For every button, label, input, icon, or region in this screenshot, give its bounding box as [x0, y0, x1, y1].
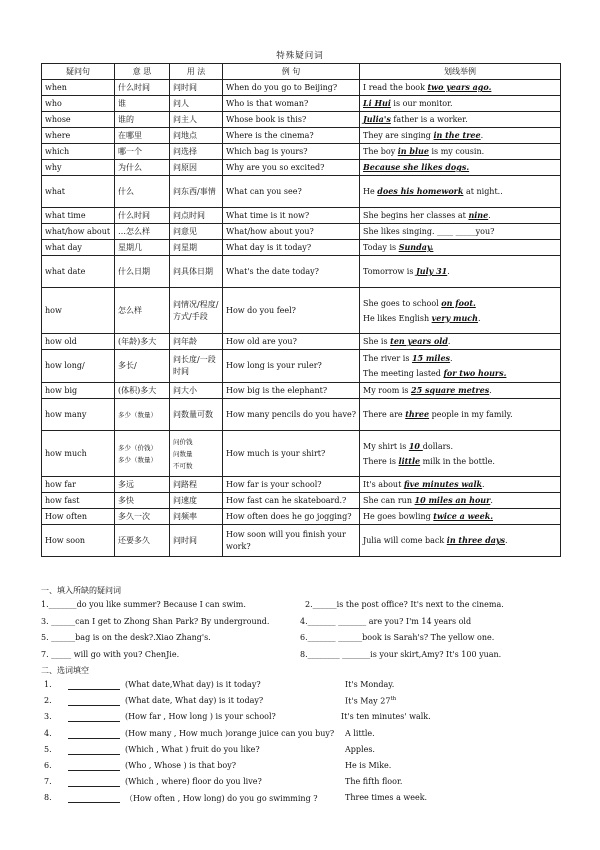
underline-example-cell — [360, 399, 561, 431]
answer-text: A little. — [345, 728, 375, 738]
header-cell: 用 法 — [170, 64, 223, 80]
answer-blank[interactable] — [68, 681, 120, 690]
sentence-text: He — [363, 187, 378, 196]
underlined-answer: little — [398, 455, 421, 466]
word-cell: how fast — [42, 493, 115, 509]
word-cell: how long/ — [42, 350, 115, 383]
sentence-text: The river is — [363, 354, 412, 363]
table-row — [42, 80, 561, 96]
underline-example-cell — [360, 160, 561, 176]
table-row — [42, 256, 561, 288]
answer-sentence — [345, 793, 427, 802]
choice-sentence: (How far , How long ) is your school? — [125, 712, 276, 722]
word-cell: which — [42, 144, 115, 160]
meaning-cell: 谁的 — [115, 112, 170, 128]
meaning-line: 多少（价钱） — [118, 443, 157, 452]
example-cell: What day is it today? — [223, 240, 360, 256]
meaning-cell: 多少（数量） — [115, 399, 170, 431]
example-cell: How fast can he skateboard.? — [223, 493, 360, 509]
fill-in-question: 6._______ ______book is Sarah's? The yellow one. — [300, 633, 495, 642]
underline-example-cell — [360, 256, 561, 288]
meaning-cell: 哪一个 — [115, 144, 170, 160]
usage-cell: 问路程 — [170, 477, 223, 493]
underline-example-cell — [360, 431, 561, 477]
word-cell: how much — [42, 431, 115, 477]
choice-sentence: （How often , How long) do you go swimming ? — [125, 794, 318, 804]
meaning-cell: 为什么 — [115, 160, 170, 176]
usage-cell: 问选择 — [170, 144, 223, 160]
underlined-answer: two years ago. — [427, 82, 492, 92]
page-title: 特殊疑问词 — [276, 51, 324, 61]
underline-example-cell — [360, 96, 561, 112]
meaning-cell: 星期几 — [115, 240, 170, 256]
word-cell: who — [42, 96, 115, 112]
usage-cell: 问时间 — [170, 80, 223, 96]
underlined-answer: does his homework — [377, 186, 464, 196]
meaning-cell: 什么日期 — [115, 256, 170, 288]
table-row — [42, 96, 561, 112]
table-row — [42, 160, 561, 176]
sentence-text: is our monitor. — [390, 99, 453, 108]
answer-blank[interactable] — [68, 697, 120, 706]
underlined-answer: 10 — [408, 440, 423, 451]
answer-sentence — [345, 696, 396, 706]
usage-cell: 问点时间 — [170, 208, 223, 224]
sentence-text: She goes to school — [363, 298, 442, 308]
sentence-text: . — [488, 211, 491, 220]
usage-cell — [170, 431, 223, 477]
answer-blank[interactable] — [68, 778, 120, 787]
table-row — [42, 383, 561, 399]
example-cell: How long is your ruler? — [223, 350, 360, 383]
table-row — [42, 509, 561, 525]
question-number: 1. — [44, 680, 52, 689]
sentence-text: There is — [363, 456, 399, 466]
table-row — [42, 240, 561, 256]
underline-line — [363, 408, 557, 421]
table-row — [42, 176, 561, 208]
usage-cell: 问时间 — [170, 525, 223, 557]
choice-sentence: (Which , where) floor do you live? — [125, 777, 262, 787]
sentence-text: dollars. — [422, 441, 454, 451]
sentence-text: . — [489, 386, 492, 395]
sentence-text: I read the book — [363, 83, 428, 92]
underline-line — [363, 366, 557, 381]
answer-sentence — [345, 745, 375, 754]
underline-example-cell — [360, 224, 561, 240]
sentence-text: She begins her classes at — [363, 211, 469, 220]
sentence-text: . — [480, 131, 484, 140]
meaning-cell: 多快 — [115, 493, 170, 509]
table-row — [42, 399, 561, 431]
usage-cell: 问东西/事情 — [170, 176, 223, 208]
example-cell: What can you see? — [223, 176, 360, 208]
usage-line: 问价钱 — [173, 437, 193, 446]
sentence-text: people in my family. — [429, 410, 513, 419]
fill-in-question: 3. ______can I get to Zhong Shan Park? By underground. — [41, 616, 270, 626]
table-row — [42, 525, 561, 557]
usage-cell: 问大小 — [170, 383, 223, 399]
word-cell: what date — [42, 256, 115, 288]
example-cell: Why are you so excited? — [223, 160, 360, 176]
underline-example-cell — [360, 509, 561, 525]
meaning-cell: 多远 — [115, 477, 170, 493]
table-body — [42, 80, 561, 557]
underlined-answer: on foot. — [441, 297, 476, 308]
sentence-text: There are — [363, 410, 406, 419]
sentence-text: Today is — [363, 243, 399, 252]
table-row — [42, 350, 561, 383]
section-title: 一、填入所缺的疑问词 — [41, 586, 121, 595]
answer-text: Three times a week. — [345, 793, 428, 803]
underlined-answer: Sunday. — [398, 242, 434, 252]
word-cell: how far — [42, 477, 115, 493]
table-row — [42, 477, 561, 493]
underlined-answer: Li Hui — [363, 98, 391, 108]
underlined-answer: in blue — [397, 146, 429, 156]
question-word-table — [41, 63, 561, 557]
sentence-text: . — [447, 337, 451, 346]
answer-sentence — [341, 712, 431, 721]
table-header-row — [42, 64, 561, 80]
underline-example-cell — [360, 144, 561, 160]
example-cell: How old are you? — [223, 334, 360, 350]
underline-line — [363, 129, 557, 142]
choice-sentence: (Which , What ) fruit do you like? — [125, 744, 260, 754]
table-row — [42, 208, 561, 224]
underline-line — [363, 311, 557, 326]
underline-line — [363, 161, 557, 174]
sentence-text: The meeting lasted — [363, 369, 444, 378]
word-cell: what day — [42, 240, 115, 256]
answer-blank[interactable] — [68, 794, 120, 803]
word-cell: How soon — [42, 525, 115, 557]
sentence-text: She likes singing. ____ _____you? — [363, 226, 495, 236]
header-cell: 意 思 — [115, 64, 170, 80]
underline-line — [363, 226, 557, 238]
underline-line — [363, 113, 557, 126]
underlined-answer: 10 miles an hour — [414, 495, 491, 505]
usage-cell: 问数量可数 — [170, 399, 223, 431]
underline-line — [363, 351, 557, 366]
sentence-text: She is — [363, 337, 391, 346]
answer-text: It's ten minutes' walk. — [341, 712, 431, 722]
underlined-answer: Julia's — [363, 114, 391, 124]
answer-sentence — [345, 761, 391, 770]
usage-cell: 问主人 — [170, 112, 223, 128]
example-cell: How big is the elephant? — [223, 383, 360, 399]
answer-text: He is Mike. — [345, 761, 392, 770]
usage-cell: 问情况/程度/方式/手段 — [170, 288, 223, 334]
fill-in-question: 4._______ _______ are you? I'm 14 years old — [300, 616, 472, 626]
underlined-answer: 25 square metres — [411, 385, 490, 395]
choice-sentence: (What date,What day) is it today? — [125, 680, 261, 689]
underline-example-cell — [360, 288, 561, 334]
word-cell: whose — [42, 112, 115, 128]
underline-example-cell — [360, 383, 561, 399]
answer-blank[interactable] — [68, 730, 120, 739]
underline-line — [363, 454, 557, 469]
underline-example-cell — [360, 176, 561, 208]
underline-example-cell — [360, 112, 561, 128]
underlined-answer: in three days — [446, 535, 506, 545]
table-row — [42, 128, 561, 144]
sentence-text: is my cousin. — [428, 147, 485, 156]
word-cell: when — [42, 80, 115, 96]
underline-example-cell — [360, 128, 561, 144]
question-number: 5. — [44, 744, 52, 754]
sentence-text: . — [490, 496, 493, 505]
word-cell: what — [42, 176, 115, 208]
answer-blank[interactable] — [68, 762, 120, 771]
choice-sentence: (How many , How much )orange juice can you buy? — [125, 728, 335, 738]
example-cell: Which bag is yours? — [223, 144, 360, 160]
table-row — [42, 224, 561, 240]
ordinal-suffix: th — [390, 696, 397, 703]
underline-example-cell — [360, 525, 561, 557]
word-cell: what/how about — [42, 224, 115, 240]
underlined-answer: very much — [431, 312, 478, 323]
underlined-answer: 15 miles — [411, 353, 451, 363]
usage-cell: 问长度/一段时间 — [170, 350, 223, 383]
sentence-text: She can run — [363, 496, 415, 505]
underline-line — [363, 335, 557, 348]
sentence-text: . — [478, 313, 481, 323]
answer-sentence — [345, 680, 394, 689]
header-cell: 疑问句 — [42, 64, 115, 80]
answer-blank[interactable] — [68, 746, 120, 755]
word-cell: why — [42, 160, 115, 176]
underline-line — [363, 478, 557, 491]
underlined-answer: for two hours. — [443, 368, 507, 378]
underline-example-cell — [360, 493, 561, 509]
question-number: 8. — [44, 793, 52, 803]
sentence-text: My room is — [363, 386, 412, 395]
sentence-text: It's about — [363, 480, 404, 489]
underline-line — [363, 510, 557, 523]
example-cell: How many pencils do you have? — [223, 399, 360, 431]
meaning-line: 多少（数量） — [118, 455, 157, 464]
word-cell: How often — [42, 509, 115, 525]
question-number: 7. — [44, 777, 52, 787]
word-cell: how — [42, 288, 115, 334]
answer-text: Apples. — [345, 744, 375, 754]
usage-cell: 问人 — [170, 96, 223, 112]
underline-line — [363, 97, 557, 110]
word-cell: how many — [42, 399, 115, 431]
usage-cell: 问意见 — [170, 224, 223, 240]
meaning-cell: 什么 — [115, 176, 170, 208]
underlined-answer: twice a week. — [433, 511, 494, 521]
word-cell: how big — [42, 383, 115, 399]
usage-line: 不可数 — [173, 461, 193, 470]
question-number: 6. — [44, 761, 52, 770]
underline-example-cell — [360, 334, 561, 350]
usage-cell: 问地点 — [170, 128, 223, 144]
example-cell: What/how about you? — [223, 224, 360, 240]
underline-line — [363, 439, 557, 454]
underline-line — [363, 145, 557, 158]
example-cell: Who is that woman? — [223, 96, 360, 112]
fill-in-question: 7. _____ will go with you? ChenJie. — [41, 649, 180, 659]
sentence-text: Julia will come back — [363, 536, 447, 545]
example-cell: How much is your shirt? — [223, 431, 360, 477]
underline-example-cell — [360, 80, 561, 96]
table-row — [42, 493, 561, 509]
underline-line — [363, 296, 557, 311]
section-title: 二、选词填空 — [41, 666, 89, 675]
underlined-answer: nine — [468, 210, 489, 220]
underlined-answer: Because she likes dogs. — [363, 162, 470, 172]
answer-text: It's Monday. — [345, 680, 395, 689]
example-cell: How soon will you finish your work? — [223, 525, 360, 557]
underline-example-cell — [360, 477, 561, 493]
sentence-text: . — [450, 354, 453, 363]
underline-line — [363, 241, 557, 254]
fill-in-question: 8.________ _______is your skirt,Amy? It's 100 yuan. — [300, 649, 502, 659]
example-cell: What's the date today? — [223, 256, 360, 288]
meaning-cell: (体积)多大 — [115, 383, 170, 399]
usage-cell: 问星期 — [170, 240, 223, 256]
example-cell: Where is the cinema? — [223, 128, 360, 144]
underline-line — [363, 534, 557, 547]
table-row — [42, 288, 561, 334]
usage-cell: 问具体日期 — [170, 256, 223, 288]
choice-sentence: (Who , Whose ) is that boy? — [125, 761, 237, 770]
question-number: 2. — [44, 696, 52, 706]
meaning-cell: 还要多久 — [115, 525, 170, 557]
underline-line — [363, 81, 557, 94]
sentence-text: They are singing — [363, 131, 434, 140]
meaning-cell: 多长/ — [115, 350, 170, 383]
fill-in-question: 2.______is the post office? It's next to the cinema. — [305, 600, 504, 609]
underline-example-cell — [360, 240, 561, 256]
answer-text: The fifth floor. — [345, 777, 403, 787]
answer-text: It's May 27 — [345, 696, 391, 706]
meaning-cell: 怎么样 — [115, 288, 170, 334]
sentence-text: He goes bowling — [363, 512, 434, 521]
answer-sentence — [345, 777, 402, 786]
question-number: 4. — [44, 728, 52, 738]
answer-blank[interactable] — [68, 713, 120, 722]
sentence-text: father is a worker. — [390, 115, 468, 124]
example-cell: Whose book is this? — [223, 112, 360, 128]
table-row — [42, 334, 561, 350]
header-cell: 划线举例 — [360, 64, 561, 80]
sentence-text: The boy — [363, 147, 398, 156]
underline-line — [363, 384, 557, 397]
answer-sentence — [345, 729, 375, 738]
underline-line — [363, 265, 557, 278]
meaning-cell — [115, 431, 170, 477]
fill-in-question: 5. ______bag is on the desk?.Xiao Zhang's. — [41, 633, 211, 642]
word-cell: where — [42, 128, 115, 144]
underline-line — [363, 209, 557, 222]
usage-cell: 问原因 — [170, 160, 223, 176]
example-cell: How often does he go jogging? — [223, 509, 360, 525]
example-cell: What time is it now? — [223, 208, 360, 224]
sentence-text: He likes English — [363, 313, 432, 323]
underlined-answer: in the tree — [433, 130, 481, 140]
sentence-text: . — [482, 480, 485, 489]
header-cell: 例 句 — [223, 64, 360, 80]
sentence-text: . — [505, 536, 508, 545]
sentence-text: My shirt is — [363, 441, 409, 451]
meaning-cell: 什么时间 — [115, 208, 170, 224]
choice-sentence: (What date, What day) is it today? — [125, 696, 264, 706]
word-cell: what time — [42, 208, 115, 224]
question-number: 3. — [44, 712, 52, 722]
underlined-answer: five minutes walk — [403, 479, 483, 489]
sentence-text: milk in the bottle. — [420, 456, 495, 466]
table-row — [42, 431, 561, 477]
underline-line — [363, 494, 557, 507]
usage-cell: 问频率 — [170, 509, 223, 525]
meaning-cell: …怎么样 — [115, 224, 170, 240]
table-row — [42, 144, 561, 160]
usage-line: 问数量 — [173, 449, 193, 458]
meaning-cell: 谁 — [115, 96, 170, 112]
fill-in-question: 1._______do you like summer? Because I can swim. — [41, 600, 246, 609]
usage-cell: 问速度 — [170, 493, 223, 509]
sentence-text: at night.. — [463, 187, 503, 196]
meaning-cell: 多久一次 — [115, 509, 170, 525]
table-row — [42, 112, 561, 128]
underline-example-cell — [360, 208, 561, 224]
underlined-answer: ten years old — [390, 336, 448, 346]
meaning-cell: (年龄)多大 — [115, 334, 170, 350]
example-cell: How do you feel? — [223, 288, 360, 334]
usage-cell: 问年龄 — [170, 334, 223, 350]
underline-line — [363, 185, 557, 198]
example-cell: How far is your school? — [223, 477, 360, 493]
underlined-answer: three — [405, 409, 430, 419]
sentence-text: . — [447, 267, 450, 276]
underlined-answer: July 31 — [416, 266, 448, 276]
word-cell: how old — [42, 334, 115, 350]
example-cell: When do you go to Beijing? — [223, 80, 360, 96]
meaning-cell: 在哪里 — [115, 128, 170, 144]
underline-example-cell — [360, 350, 561, 383]
sentence-text: Tomorrow is — [363, 267, 416, 276]
meaning-cell: 什么时间 — [115, 80, 170, 96]
